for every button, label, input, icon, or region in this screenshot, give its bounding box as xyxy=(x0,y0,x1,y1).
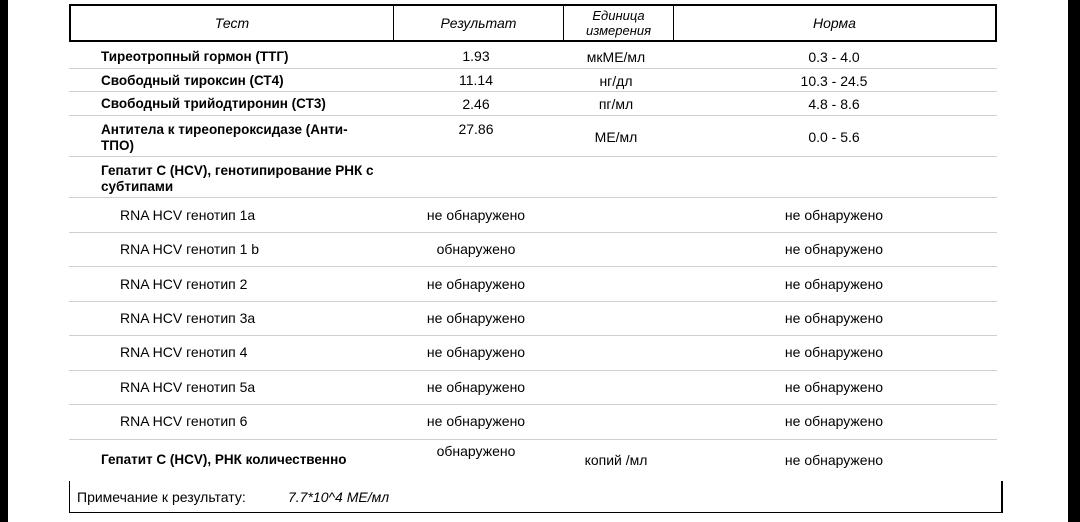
test-unit: пг/мл xyxy=(598,96,634,112)
table-row xyxy=(69,302,997,336)
test-norm: не обнаружено xyxy=(784,452,884,468)
test-name: RNA HCV генотип 6 xyxy=(120,413,248,429)
table-row xyxy=(69,198,997,233)
test-name: RNA HCV генотип 5a xyxy=(120,379,256,395)
header-unit xyxy=(563,6,673,40)
table-row xyxy=(69,267,997,302)
table-row xyxy=(69,371,997,405)
test-result: 1.93 xyxy=(462,48,490,64)
test-result: не обнаружено xyxy=(426,379,526,395)
test-name: RNA HCV генотип 3a xyxy=(120,310,256,326)
note-value: 7.7*10^4 МЕ/мл xyxy=(288,489,390,505)
test-result: 27.86 xyxy=(458,121,494,137)
test-result: 11.14 xyxy=(459,72,493,88)
test-result: не обнаружено xyxy=(426,207,526,223)
table-row xyxy=(69,440,997,481)
header-result: Результат xyxy=(393,6,563,40)
table-row xyxy=(69,92,997,116)
test-name: RNA HCV генотип 4 xyxy=(120,344,248,360)
table-row xyxy=(69,405,997,440)
test-norm: не обнаружено xyxy=(784,207,884,223)
test-name: Гепатит С (HCV), РНК количественно xyxy=(101,452,347,467)
table-row xyxy=(69,336,997,371)
header-norm: Норма xyxy=(673,6,995,40)
test-result: не обнаружено xyxy=(426,344,526,360)
test-unit: копий /мл xyxy=(584,452,648,468)
test-norm: 10.3 - 24.5 xyxy=(800,73,868,89)
test-result: 2.46 xyxy=(462,96,490,112)
test-norm: не обнаружено xyxy=(784,241,884,257)
table-header xyxy=(69,4,997,42)
test-unit: МЕ/мл xyxy=(594,129,638,145)
test-result: обнаружено xyxy=(436,443,516,459)
test-norm: не обнаружено xyxy=(784,276,884,292)
table-row xyxy=(69,116,997,157)
table-row xyxy=(69,157,997,198)
test-name: Свободный трийодтиронин (СТ3) xyxy=(101,96,326,111)
test-name: Тиреотропный гормон (ТТГ) xyxy=(101,49,289,64)
header-test: Тест xyxy=(214,14,250,31)
test-unit: нг/дл xyxy=(599,73,633,89)
test-result: не обнаружено xyxy=(426,310,526,326)
test-name: RNA HCV генотип 2 xyxy=(120,276,248,292)
test-norm: не обнаружено xyxy=(784,413,884,429)
test-unit: мкМЕ/мл xyxy=(586,49,646,65)
test-norm: 0.0 - 5.6 xyxy=(808,129,860,145)
test-name: Гепатит С (HCV), генотипирование РНК с субтипами xyxy=(101,163,374,194)
result-note xyxy=(69,481,1003,513)
test-norm: 4.8 - 8.6 xyxy=(808,96,860,112)
table-row xyxy=(69,69,997,92)
header-unit-label: Единица измерения xyxy=(585,8,652,38)
test-result: не обнаружено xyxy=(426,276,526,292)
test-name: Свободный тироксин (СТ4) xyxy=(101,73,284,88)
note-label: Примечание к результату: xyxy=(77,489,246,505)
table-row xyxy=(69,44,997,69)
test-norm: 0.3 - 4.0 xyxy=(808,49,860,65)
test-name: Антитела к тиреопероксидазе (Анти-ТПО) xyxy=(101,122,348,153)
test-result: обнаружено xyxy=(436,241,516,257)
test-norm: не обнаружено xyxy=(784,310,884,326)
lab-report-page xyxy=(8,0,1068,522)
test-name: RNA HCV генотип 1 b xyxy=(120,241,260,257)
test-name: RNA HCV генотип 1a xyxy=(120,207,256,223)
test-norm: не обнаружено xyxy=(784,379,884,395)
test-result: не обнаружено xyxy=(426,413,526,429)
table-row xyxy=(69,233,997,267)
test-norm: не обнаружено xyxy=(784,344,884,360)
